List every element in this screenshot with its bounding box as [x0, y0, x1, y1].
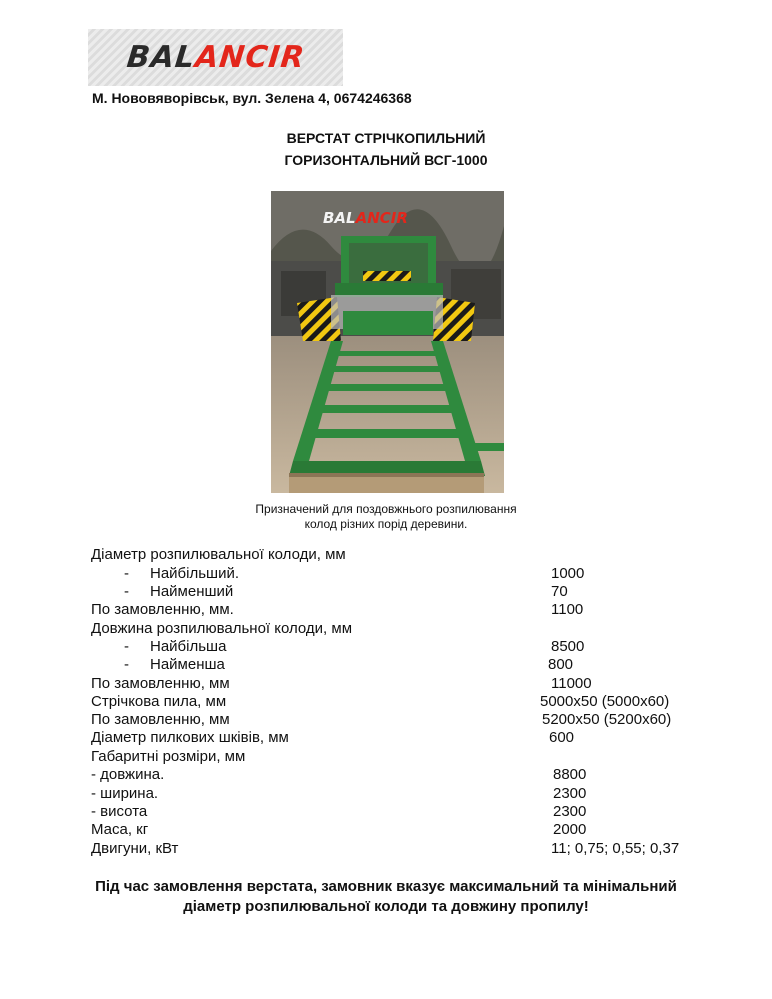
spec-label: - Найменша	[124, 656, 225, 673]
spec-label: Габаритні розміри, мм	[91, 748, 246, 765]
spec-value: 8800	[553, 766, 587, 783]
spec-label: Маса, кг	[91, 821, 149, 838]
spec-label: Діаметр розпилювальної колоди, мм	[91, 546, 346, 563]
bullet-dash: -	[124, 583, 129, 600]
spec-value: 5000x50 (5000x60)	[540, 693, 670, 710]
note-line-2: діаметр розпилювальної колоди та довжину пропилу!	[183, 898, 589, 915]
spec-label: Двигуни, кВт	[91, 840, 179, 857]
product-title	[0, 127, 772, 171]
spec-value: 11000	[551, 675, 592, 692]
spec-label: - Найбільший.	[124, 565, 240, 582]
spec-label: Стрічкова пила, мм	[91, 693, 227, 710]
bullet-dash: -	[124, 656, 129, 673]
photo-caption	[0, 502, 772, 532]
order-note	[0, 877, 772, 917]
spec-value: 1100	[551, 601, 584, 618]
caption-line-2: колод різних порід деревини.	[304, 517, 468, 531]
caption-line-1: Призначений для поздовжнього розпилювання	[255, 502, 517, 516]
spec-value: 8500	[551, 638, 585, 655]
spec-label: - висота	[91, 803, 148, 820]
spec-value: 70	[551, 583, 568, 600]
photo-logo-text: BALANCIR	[323, 209, 408, 227]
spec-value: 2300	[553, 803, 587, 820]
spec-value: 800	[548, 656, 574, 673]
spec-value: 1000	[551, 565, 585, 582]
product-photo	[271, 191, 504, 493]
spec-label: По замовленню, мм.	[91, 601, 234, 618]
note-line-1: Під час замовлення верстата, замовник вказує максимальний та мінімальний	[95, 878, 677, 895]
bullet-dash: -	[124, 638, 129, 655]
logo-wordmark	[125, 40, 306, 75]
company-address: М. Нововяворівськ, вул. Зелена 4, 0674246368	[92, 90, 412, 106]
spec-label: - Найменший	[124, 583, 234, 600]
spec-label: По замовленню, мм	[91, 675, 230, 692]
bullet-dash: -	[124, 565, 129, 582]
spec-label: Довжина розпилювальної колоди, мм	[91, 620, 353, 637]
spec-value: 11; 0,75; 0,55; 0,37	[551, 840, 680, 857]
spec-label: - ширина.	[91, 785, 159, 802]
title-line-2: ГОРИЗОНТАЛЬНИЙ ВСГ-1000	[284, 152, 488, 168]
spec-label: Діаметр пилкових шківів, мм	[91, 729, 289, 746]
title-line-1: ВЕРСТАТ СТРІЧКОПИЛЬНИЙ	[286, 130, 486, 146]
spec-label: По замовленню, мм	[91, 711, 230, 728]
spec-value: 2000	[553, 821, 587, 838]
logo-part-dark: BAL	[124, 40, 197, 75]
spec-label: - довжина.	[91, 766, 165, 783]
spec-label: - Найбільша	[124, 638, 227, 655]
spec-value: 5200x50 (5200x60)	[542, 711, 672, 728]
spec-value: 2300	[553, 785, 587, 802]
logo-part-red: ANCIR	[192, 40, 307, 75]
company-logo	[88, 29, 343, 86]
spec-value: 600	[549, 729, 575, 746]
